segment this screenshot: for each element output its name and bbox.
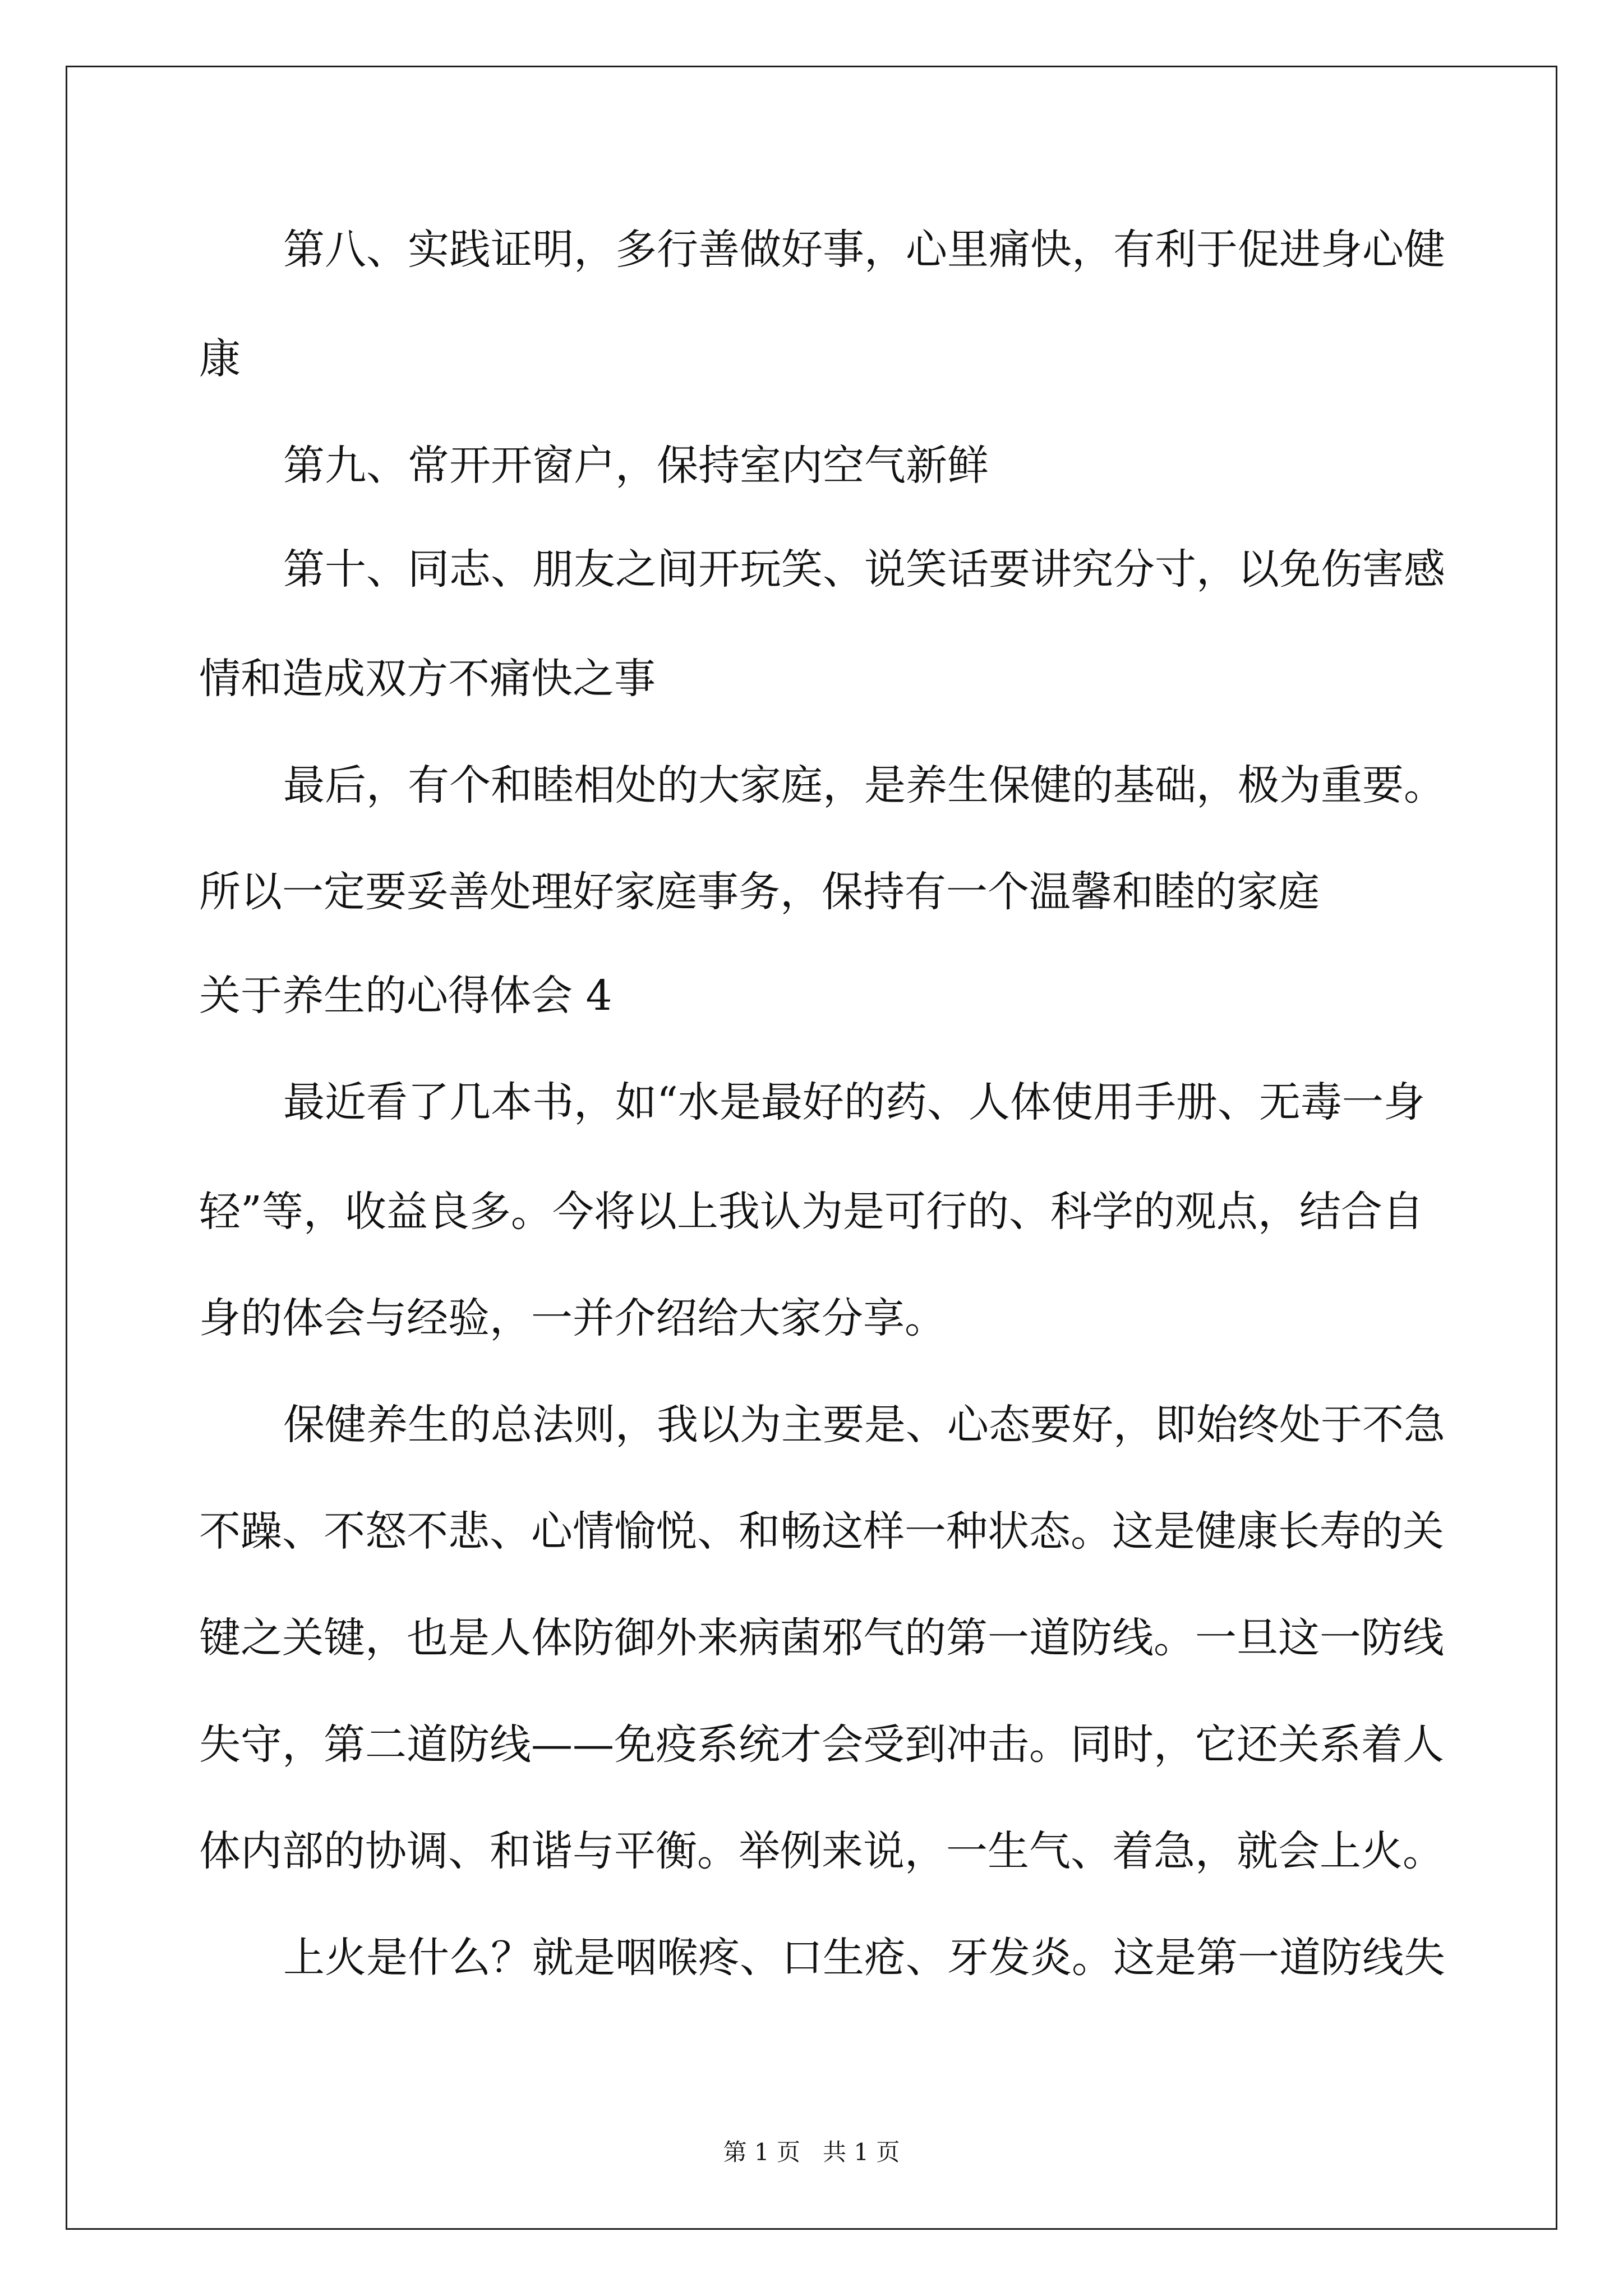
paragraph-line: 保健养生的总法则，我以为主要是、心态要好，即始终处于不急 bbox=[283, 1401, 1445, 1449]
page-number: 第 1 页 bbox=[723, 2138, 800, 2166]
paragraph-line: 第九、常开开窗户，保持室内空气新鲜 bbox=[283, 441, 989, 490]
paragraph-line: 体内部的协调、和谐与平衡。举例来说，一生气、着急，就会上火。 bbox=[199, 1827, 1444, 1875]
page-border bbox=[66, 66, 1557, 2230]
paragraph-line: 第十、同志、朋友之间开玩笑、说笑话要讲究分寸，以免伤害感 bbox=[283, 545, 1445, 593]
page-footer bbox=[0, 2138, 1623, 2166]
section-heading: 关于养生的心得体会 4 bbox=[199, 972, 612, 1020]
page-total: 共 1 页 bbox=[823, 2138, 900, 2166]
paragraph-line: 情和造成双方不痛快之事 bbox=[199, 655, 656, 703]
paragraph-line: 最后，有个和睦相处的大家庭，是养生保健的基础，极为重要。 bbox=[283, 761, 1445, 809]
paragraph-line: 第八、实践证明，多行善做好事，心里痛快，有利于促进身心健 bbox=[283, 226, 1445, 274]
paragraph-line: 不躁、不怒不悲、心情愉悦、和畅这样一种状态。这是健康长寿的关 bbox=[199, 1507, 1444, 1556]
paragraph-line: 身的体会与经验，一并介绍给大家分享。 bbox=[199, 1294, 946, 1342]
paragraph-line: 所以一定要妥善处理好家庭事务，保持有一个温馨和睦的家庭 bbox=[199, 868, 1320, 916]
paragraph-line: 失守，第二道防线——免疫系统才会受到冲击。同时，它还关系着人 bbox=[199, 1720, 1444, 1769]
paragraph-line: 轻”等，收益良多。今将以上我认为是可行的、科学的观点，结合自 bbox=[199, 1188, 1424, 1236]
paragraph-line: 康 bbox=[199, 335, 241, 383]
paragraph-line: 键之关键，也是人体防御外来病菌邪气的第一道防线。一旦这一防线 bbox=[199, 1614, 1444, 1662]
paragraph-line: 最近看了几本书，如“水是最好的药、人体使用手册、无毒一身 bbox=[283, 1078, 1425, 1126]
paragraph-line: 上火是什么？就是咽喉疼、口生疮、牙发炎。这是第一道防线失 bbox=[283, 1934, 1445, 1982]
